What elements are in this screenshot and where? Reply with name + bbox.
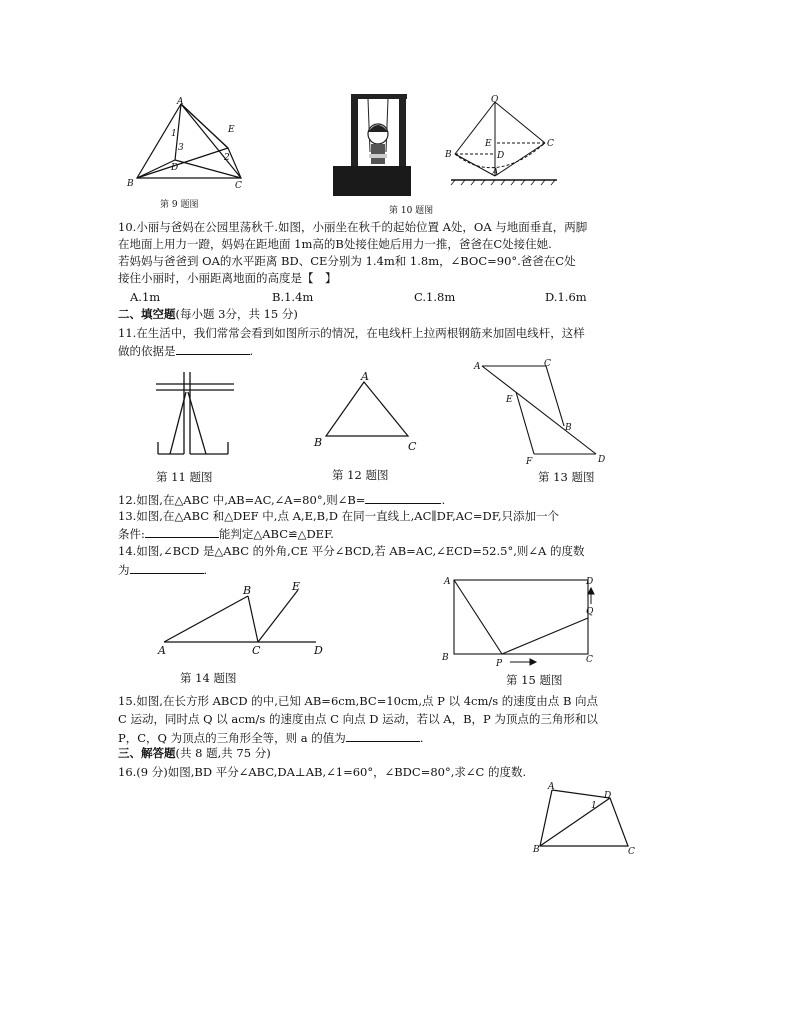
q14-answer-blank[interactable] xyxy=(130,561,204,574)
fig9-label-c: C xyxy=(235,181,242,191)
q11-prompt: 做的依据是 xyxy=(118,344,176,358)
q10-line-3: 若妈妈与爸爸到 OA的水平距离 BD、CE分别为 1.4m和 1.8m，∠BOC=90°.爸爸在C处 xyxy=(118,254,576,268)
fig10-label-a: A xyxy=(492,168,499,178)
q11-period: . xyxy=(249,344,254,358)
fig10-label-d: D xyxy=(497,151,505,161)
fig9-label-1: 1 xyxy=(171,129,177,139)
fig14-label-d: D xyxy=(314,644,323,657)
fig13-label-f: F xyxy=(526,457,533,467)
fig15-ap xyxy=(454,580,502,654)
fig15-label-p: P xyxy=(496,659,503,669)
fig9-caption: 第 9 题图 xyxy=(160,200,199,210)
fig12-caption: 第 12 题图 xyxy=(332,468,389,482)
q11-line-1: 11.在生活中，我们常常会看到如图所示的情况，在电线杆上拉两根钢筋来加固电线杆，这样 xyxy=(118,326,585,340)
section-2-note: (每小题 3分，共 15 分) xyxy=(175,307,298,321)
fig11-brace-right xyxy=(188,392,206,454)
figure-13 xyxy=(472,358,612,466)
fig16-label-a: A xyxy=(548,782,555,792)
q13-prompt: 条件: xyxy=(118,527,145,541)
swing-post-left xyxy=(351,94,358,166)
fig14-label-c: C xyxy=(252,644,261,657)
q14-period: . xyxy=(203,563,208,577)
q11-line-2 xyxy=(118,342,253,360)
fig12-label-b: B xyxy=(314,436,323,449)
fig16-label-b: B xyxy=(533,845,540,855)
fig9-line-ae xyxy=(181,104,228,148)
figure-14 xyxy=(152,582,332,658)
fig10-label-c: C xyxy=(547,139,554,149)
ground xyxy=(333,166,411,196)
q10-option-d[interactable]: D.1.6m xyxy=(545,290,587,304)
fig9-label-d: D xyxy=(171,163,179,173)
fig13-label-d: D xyxy=(598,455,606,465)
fig10-caption: 第 10 题图 xyxy=(389,206,434,216)
figure-10-photo xyxy=(333,92,411,196)
q12-text: 12.如图,在△ABC 中,AB=AC,∠A=80°,则∠B= xyxy=(118,493,366,507)
fig9-label-2: 2 xyxy=(224,153,230,163)
fig14-bc xyxy=(248,596,258,642)
fig14-ce xyxy=(258,590,298,642)
fig15-label-a: A xyxy=(444,577,451,587)
fig10-label-o: O xyxy=(491,95,499,105)
q15-answer-blank[interactable] xyxy=(346,729,420,742)
section-3-note: (共 8 题,共 75 分) xyxy=(175,746,271,760)
fig15-label-b: B xyxy=(442,653,449,663)
figure-12 xyxy=(312,372,422,456)
q15-prompt: P，C，Q 为顶点的三角形全等，则 a 的值为 xyxy=(118,731,346,745)
figure-10-diagram xyxy=(445,96,565,186)
fig10-oc xyxy=(495,102,545,143)
q14-line-2 xyxy=(118,561,207,579)
fig14-label-a: A xyxy=(158,644,166,657)
figure-11 xyxy=(148,368,238,458)
fig9-label-e: E xyxy=(228,125,235,135)
fig12-label-a: A xyxy=(361,370,369,383)
fig15-arrow-right xyxy=(510,659,536,665)
q10-line-4: 接住小丽时，小丽距离地面的高度是【 】 xyxy=(118,271,337,285)
q11-answer-blank[interactable] xyxy=(176,342,250,355)
fig15-rectangle xyxy=(454,580,588,654)
fig9-label-a: A xyxy=(177,97,184,107)
q12 xyxy=(118,491,445,509)
q15-line-2: C 运动，同时点 Q 以 acm/s 的速度由点 C 向点 D 运动，若以 A，B，P 为顶点的三角形和以 xyxy=(118,712,598,726)
fig15-arrow-up xyxy=(588,588,594,604)
fig10-label-e: E xyxy=(485,139,492,149)
q15-line-1: 15.如图,在长方形 ABCD 的中,已知 AB=6cm,BC=10cm,点 P 以 4cm/s 的速度由点 B 向点 xyxy=(118,694,599,708)
fig13-label-c: C xyxy=(544,359,551,369)
fig12-label-c: C xyxy=(408,440,417,453)
section-3-title xyxy=(118,745,271,762)
fig9-outline xyxy=(137,104,241,178)
swing-post-right xyxy=(399,94,406,166)
q13-conclusion: 能判定△ABC≌△DEF. xyxy=(218,527,334,541)
fig13-caption: 第 13 题图 xyxy=(538,470,595,484)
fig13-label-a: A xyxy=(474,362,481,372)
fig14-ab xyxy=(164,596,248,642)
q14-line-1: 14.如图,∠BCD 是△ABC 的外角,CE 平分∠BCD,若 AB=AC,∠ECD=52.5°,则∠A 的度数 xyxy=(118,544,585,558)
fig13-label-b: B xyxy=(565,423,572,433)
fig14-label-b: B xyxy=(243,584,252,597)
q15-period: . xyxy=(419,731,424,745)
fig13-ad xyxy=(482,366,596,454)
fig9-line-ac2 xyxy=(181,104,241,178)
q10-line-2: 在地面上用力一蹬，妈妈在距地面 1m高的B处接住她后用力一推，爸爸在C处接住她. xyxy=(118,237,552,251)
fig16-bd xyxy=(540,798,610,846)
fig15-caption: 第 15 题图 xyxy=(506,673,563,687)
fig14-label-e: E xyxy=(292,580,301,593)
section-2-title xyxy=(118,306,298,323)
fig9-label-3: 3 xyxy=(178,143,184,153)
fig13-label-e: E xyxy=(506,395,513,405)
q13-line-1: 13.如图,在△ABC 和△DEF 中,点 A,E,B,D 在同一直线上,AC∥DF,AC=DF,只添加一个 xyxy=(118,509,560,523)
fig16-label-c: C xyxy=(628,847,635,857)
q13-line-2 xyxy=(118,525,334,543)
figure-15 xyxy=(440,574,610,670)
q10-option-a[interactable]: A.1m xyxy=(130,290,161,304)
fig16-label-d: D xyxy=(604,791,612,801)
section-2-heading: 二、填空题 xyxy=(118,307,176,321)
q10-option-c[interactable]: C.1.8m xyxy=(414,290,456,304)
swing-frame-top xyxy=(351,94,407,99)
q16-text: 16.(9 分)如图,BD 平分∠ABC,DA⊥AB,∠1=60°，∠BDC=80°,求∠C 的度数. xyxy=(118,765,527,779)
figure-16 xyxy=(528,780,648,856)
fig14-caption: 第 14 题图 xyxy=(180,671,237,685)
fig10-label-b: B xyxy=(445,150,452,160)
fig15-label-q: Q xyxy=(586,607,594,617)
q10-line-1: 10.小丽与爸妈在公园里荡秋千.如图，小丽坐在秋千的起始位置 A处，OA 与地面垂直，两脚 xyxy=(118,220,588,234)
fig15-pq xyxy=(502,618,588,654)
fig16-label-1: 1 xyxy=(591,801,597,811)
fig15-label-d: D xyxy=(586,577,594,587)
fig9-label-b: B xyxy=(127,179,134,189)
fig12-triangle xyxy=(326,382,408,436)
fig13-ef xyxy=(516,392,534,454)
q14-prompt: 为 xyxy=(118,563,130,577)
fig15-label-c: C xyxy=(586,655,593,665)
q10-option-b[interactable]: B.1.4m xyxy=(272,290,314,304)
q12-answer-blank[interactable] xyxy=(365,491,441,504)
fig11-caption: 第 11 题图 xyxy=(156,470,213,484)
q12-period: . xyxy=(441,493,446,507)
q13-answer-blank[interactable] xyxy=(145,525,219,538)
section-3-heading: 三、解答题 xyxy=(118,746,176,760)
figure-9 xyxy=(125,98,255,198)
